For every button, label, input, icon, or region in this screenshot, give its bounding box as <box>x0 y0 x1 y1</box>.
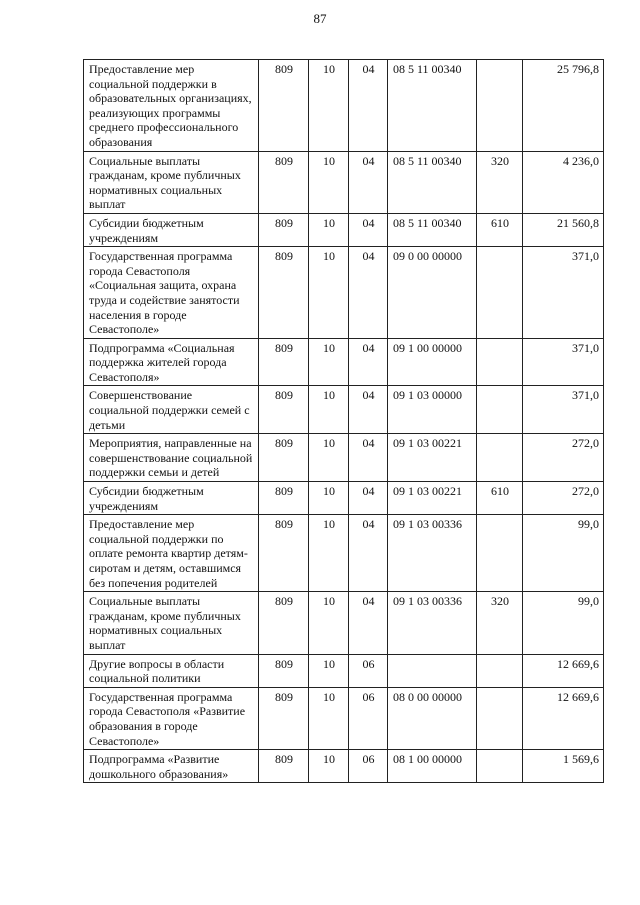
target-article-code-cell: 08 5 11 00340 <box>388 60 477 152</box>
item-name-cell: Субсидии бюджетным учреждениям <box>84 213 259 246</box>
amount-cell: 99,0 <box>523 592 604 654</box>
ministry-code-cell: 809 <box>259 213 309 246</box>
ministry-code-cell: 809 <box>259 750 309 783</box>
subsection-code-cell: 04 <box>349 151 388 213</box>
item-name-cell: Предоставление мер социальной поддержки в образовательных организациях, реализующих программы среднего профессионального образования <box>84 60 259 152</box>
expense-type-code-cell <box>477 338 523 386</box>
ministry-code-cell: 809 <box>259 515 309 592</box>
expense-type-code-cell <box>477 750 523 783</box>
expense-type-code-cell: 610 <box>477 482 523 515</box>
item-name-cell: Субсидии бюджетным учреждениям <box>84 482 259 515</box>
subsection-code-cell: 06 <box>349 654 388 687</box>
item-name-cell: Государственная программа города Севастополя «Социальная защита, охрана труда и содействие занятости населения в городе Севастополе» <box>84 247 259 339</box>
amount-cell: 25 796,8 <box>523 60 604 152</box>
table-row <box>84 687 604 749</box>
item-name-cell: Совершенствование социальной поддержки семей с детьми <box>84 386 259 434</box>
section-code-cell: 10 <box>309 247 349 339</box>
subsection-code-cell: 04 <box>349 386 388 434</box>
subsection-code-cell: 04 <box>349 434 388 482</box>
expense-type-code-cell <box>477 434 523 482</box>
subsection-code-cell: 04 <box>349 338 388 386</box>
expense-type-code-cell: 320 <box>477 592 523 654</box>
expense-type-code-cell: 610 <box>477 213 523 246</box>
ministry-code-cell: 809 <box>259 482 309 515</box>
item-name-cell: Подпрограмма «Развитие дошкольного образования» <box>84 750 259 783</box>
table-row <box>84 338 604 386</box>
table-row <box>84 654 604 687</box>
section-code-cell: 10 <box>309 654 349 687</box>
target-article-code-cell: 09 1 00 00000 <box>388 338 477 386</box>
subsection-code-cell: 06 <box>349 750 388 783</box>
section-code-cell: 10 <box>309 482 349 515</box>
section-code-cell: 10 <box>309 515 349 592</box>
budget-table <box>83 59 604 783</box>
subsection-code-cell: 04 <box>349 482 388 515</box>
amount-cell: 371,0 <box>523 338 604 386</box>
section-code-cell: 10 <box>309 687 349 749</box>
table-row <box>84 482 604 515</box>
ministry-code-cell: 809 <box>259 687 309 749</box>
table-row <box>84 247 604 339</box>
target-article-code-cell: 08 0 00 00000 <box>388 687 477 749</box>
section-code-cell: 10 <box>309 386 349 434</box>
subsection-code-cell: 04 <box>349 515 388 592</box>
ministry-code-cell: 809 <box>259 60 309 152</box>
expense-type-code-cell <box>477 247 523 339</box>
amount-cell: 272,0 <box>523 482 604 515</box>
table-row <box>84 750 604 783</box>
page-number: 87 <box>313 11 327 26</box>
table-row <box>84 434 604 482</box>
table-row <box>84 60 604 152</box>
target-article-code-cell: 09 0 00 00000 <box>388 247 477 339</box>
expense-type-code-cell <box>477 60 523 152</box>
item-name-cell: Мероприятия, направленные на совершенствование социальной поддержки семьи и детей <box>84 434 259 482</box>
ministry-code-cell: 809 <box>259 434 309 482</box>
expense-type-code-cell <box>477 687 523 749</box>
subsection-code-cell: 04 <box>349 247 388 339</box>
amount-cell: 371,0 <box>523 247 604 339</box>
ministry-code-cell: 809 <box>259 592 309 654</box>
item-name-cell: Государственная программа города Севастополя «Развитие образования в городе Севастополе» <box>84 687 259 749</box>
target-article-code-cell: 08 5 11 00340 <box>388 213 477 246</box>
amount-cell: 12 669,6 <box>523 654 604 687</box>
expense-type-code-cell: 320 <box>477 151 523 213</box>
section-code-cell: 10 <box>309 213 349 246</box>
ministry-code-cell: 809 <box>259 338 309 386</box>
item-name-cell: Другие вопросы в области социальной политики <box>84 654 259 687</box>
amount-cell: 12 669,6 <box>523 687 604 749</box>
amount-cell: 99,0 <box>523 515 604 592</box>
amount-cell: 371,0 <box>523 386 604 434</box>
item-name-cell: Социальные выплаты гражданам, кроме публичных нормативных социальных выплат <box>84 151 259 213</box>
ministry-code-cell: 809 <box>259 654 309 687</box>
target-article-code-cell <box>388 654 477 687</box>
target-article-code-cell: 08 5 11 00340 <box>388 151 477 213</box>
section-code-cell: 10 <box>309 151 349 213</box>
table-row <box>84 592 604 654</box>
subsection-code-cell: 04 <box>349 60 388 152</box>
table-row <box>84 213 604 246</box>
expense-type-code-cell <box>477 654 523 687</box>
target-article-code-cell: 08 1 00 00000 <box>388 750 477 783</box>
section-code-cell: 10 <box>309 338 349 386</box>
ministry-code-cell: 809 <box>259 386 309 434</box>
table-row <box>84 515 604 592</box>
table-row <box>84 151 604 213</box>
item-name-cell: Предоставление мер социальной поддержки по оплате ремонта квартир детям-сиротам и детям, оставшимся без попечения родителей <box>84 515 259 592</box>
section-code-cell: 10 <box>309 60 349 152</box>
item-name-cell: Подпрограмма «Социальная поддержка жителей города Севастополя» <box>84 338 259 386</box>
ministry-code-cell: 809 <box>259 247 309 339</box>
amount-cell: 21 560,8 <box>523 213 604 246</box>
item-name-cell: Социальные выплаты гражданам, кроме публичных нормативных социальных выплат <box>84 592 259 654</box>
target-article-code-cell: 09 1 03 00336 <box>388 515 477 592</box>
amount-cell: 1 569,6 <box>523 750 604 783</box>
amount-cell: 272,0 <box>523 434 604 482</box>
table-row <box>84 386 604 434</box>
target-article-code-cell: 09 1 03 00000 <box>388 386 477 434</box>
ministry-code-cell: 809 <box>259 151 309 213</box>
subsection-code-cell: 04 <box>349 213 388 246</box>
target-article-code-cell: 09 1 03 00221 <box>388 482 477 515</box>
section-code-cell: 10 <box>309 434 349 482</box>
expense-type-code-cell <box>477 386 523 434</box>
amount-cell: 4 236,0 <box>523 151 604 213</box>
target-article-code-cell: 09 1 03 00336 <box>388 592 477 654</box>
target-article-code-cell: 09 1 03 00221 <box>388 434 477 482</box>
section-code-cell: 10 <box>309 592 349 654</box>
section-code-cell: 10 <box>309 750 349 783</box>
table-body <box>84 60 604 783</box>
subsection-code-cell: 06 <box>349 687 388 749</box>
subsection-code-cell: 04 <box>349 592 388 654</box>
expense-type-code-cell <box>477 515 523 592</box>
